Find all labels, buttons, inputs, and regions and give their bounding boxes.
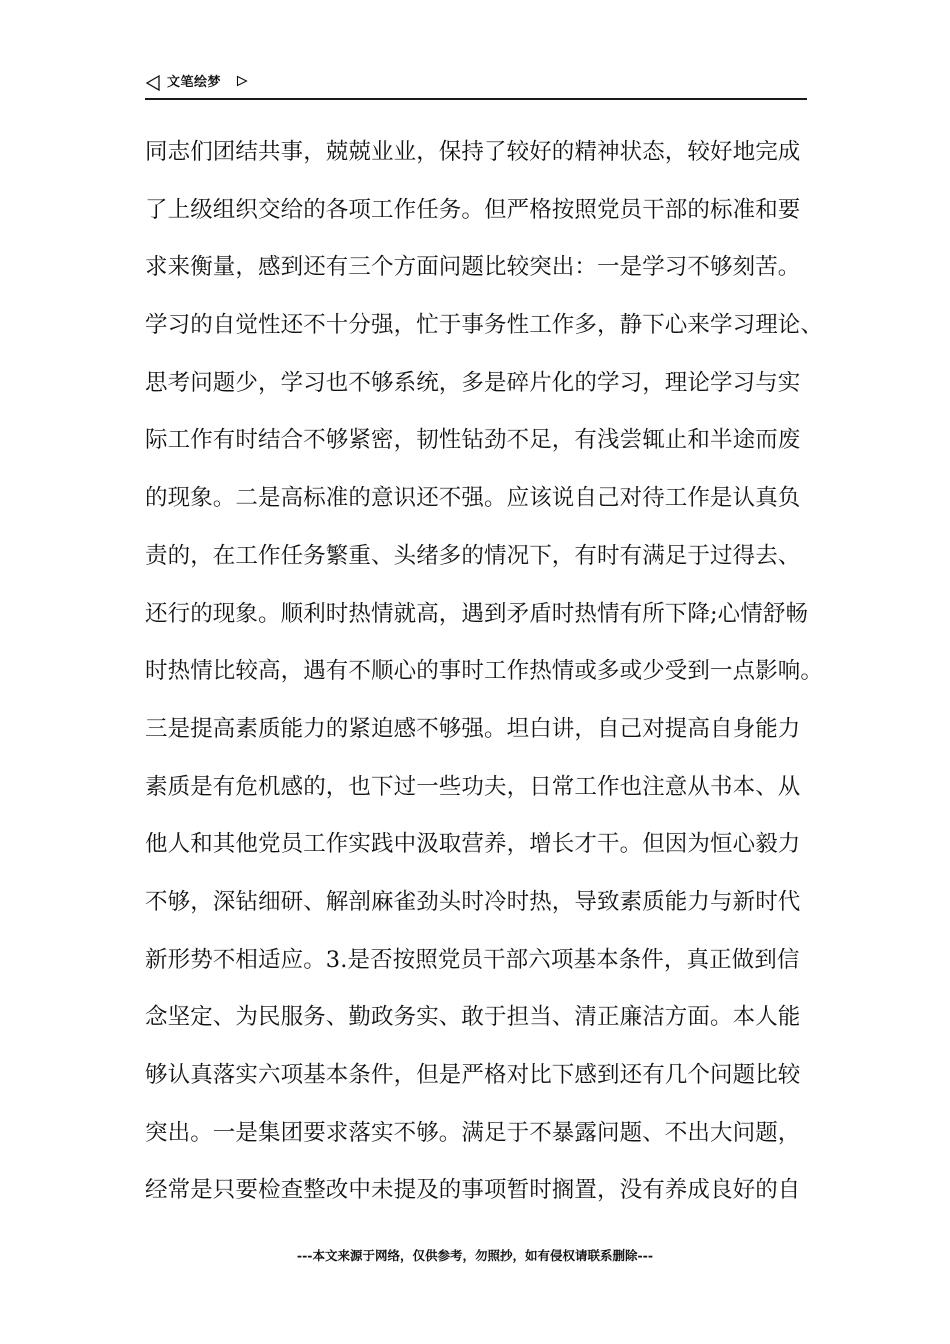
text-line: 学习的自觉性还不十分强，忙于事务性工作多，静下心来学习理论、	[145, 312, 824, 339]
footer-disclaimer: ---本文来源于网络，仅供参考，勿照抄，如有侵权请联系删除---	[296, 1248, 654, 1263]
text-line: 际工作有时结合不够紧密，韧性钻劲不足，有浅尝辄止和半途而废	[145, 427, 801, 454]
text-line: 责的，在工作任务繁重、头绪多的情况下，有时有满足于过得去、	[145, 542, 801, 569]
text-line: 素质是有危机感的，也下过一些功夫，日常工作也注意从书本、从	[145, 773, 801, 800]
text-line: 新形势不相适应。3.是否按照党员干部六项基本条件，真正做到信	[145, 946, 800, 973]
text-line: 时热情比较高，遇有不顺心的事时工作热情或多或少受到一点影响。	[145, 658, 824, 685]
text-line: 三是提高素质能力的紧迫感不够强。坦白讲，自己对提高自身能力	[145, 715, 801, 742]
text-line: 突出。一是集团要求落实不够。满足于不暴露问题、不出大问题，	[145, 1119, 801, 1146]
text-line: 同志们团结共事，兢兢业业，保持了较好的精神状态，较好地完成	[145, 139, 801, 165]
body-text	[145, 124, 845, 1220]
page-header	[145, 72, 807, 100]
triangle-left-outline-icon	[145, 75, 161, 91]
text-line: 求来衡量，感到还有三个方面问题比较突出：一是学习不够刻苦。	[145, 254, 801, 281]
text-line: 了上级组织交给的各项工作任务。但严格按照党员干部的标准和要	[145, 196, 801, 223]
header-title: 文笔绘梦	[167, 75, 222, 90]
text-line: 不够，深钻细研、解剖麻雀劲头时冷时热，导致素质能力与新时代	[145, 888, 801, 915]
text-line: 他人和其他党员工作实践中汲取营养，增长才干。但因为恒心毅力	[145, 831, 801, 858]
text-line: 思考问题少，学习也不够系统，多是碎片化的学习，理论学习与实	[145, 369, 801, 396]
text-line: 的现象。二是高标准的意识还不强。应该说自己对待工作是认真负	[145, 485, 801, 512]
text-line: 经常是只要检查整改中未提及的事项暂时搁置，没有养成良好的自	[145, 1177, 801, 1204]
triangle-right-outline-icon	[236, 75, 248, 87]
text-line: 念坚定、为民服务、勤政务实、敢于担当、清正廉洁方面。本人能	[145, 1004, 801, 1031]
text-line: 还行的现象。顺利时热情就高，遇到矛盾时热情有所下降;心情舒畅	[145, 600, 809, 627]
text-line: 够认真落实六项基本条件，但是严格对比下感到还有几个问题比较	[145, 1062, 801, 1088]
